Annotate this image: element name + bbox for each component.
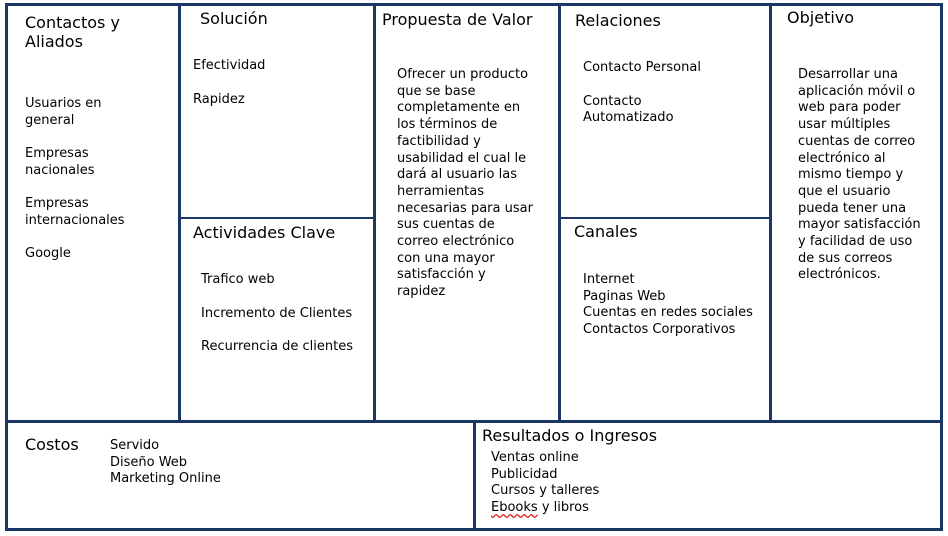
costs-item: Diseño Web xyxy=(110,454,188,470)
solution-section xyxy=(181,6,373,217)
channels-list xyxy=(583,272,753,339)
channels-section xyxy=(561,219,769,420)
key-activities-item: Trafico web xyxy=(201,272,275,287)
costs-section xyxy=(8,423,473,528)
key-activities-title: Actividades Clave xyxy=(193,223,336,242)
relationships-section xyxy=(561,6,769,217)
partners-list xyxy=(25,96,125,262)
revenue-item: Publicidad xyxy=(491,466,558,482)
key-activities-item: Recurrencia de clientes xyxy=(201,339,353,355)
relationships-item: Contacto Personal xyxy=(583,60,701,75)
value-proposition-title: Propuesta de Valor xyxy=(382,10,533,29)
revenue-list xyxy=(491,450,599,517)
partners-item: Usuarios en general xyxy=(25,96,102,128)
relationships-list xyxy=(583,60,701,127)
solution-list xyxy=(193,58,265,108)
key-activities-section xyxy=(181,219,373,420)
channels-item: Contactos Corporativos xyxy=(583,322,736,338)
value-proposition-text: Ofrecer un producto que se base completamente en los términos de factibilidad y usabilidad el cual le dará al usuario las herramientas necesarias para usar sus cuentas de correo electrónico con una mayor satisfacción y rapidez xyxy=(397,67,533,300)
partners-title: Contactos y Aliados xyxy=(25,13,120,51)
channels-item: Cuentas en redes sociales xyxy=(583,305,753,321)
key-activities-list xyxy=(201,272,353,356)
relationships-item: Contacto Automatizado xyxy=(583,93,674,126)
spellcheck-flagged-word: Ebooks xyxy=(491,500,538,516)
costs-title: Costos xyxy=(25,435,79,454)
partners-item: Empresas nacionales xyxy=(25,145,95,178)
costs-list xyxy=(110,438,221,488)
objective-section xyxy=(772,6,940,420)
partners-item: Google xyxy=(25,245,71,261)
revenue-item: Ventas online xyxy=(491,450,579,465)
revenue-title: Resultados o Ingresos xyxy=(482,426,658,445)
revenue-item-rest: y libros xyxy=(537,500,589,516)
solution-item: Rapidez xyxy=(193,91,245,107)
channels-item: Paginas Web xyxy=(583,288,666,304)
key-activities-item: Incremento de Clientes xyxy=(201,305,353,321)
revenue-item xyxy=(491,500,599,517)
revenue-item: Cursos y talleres xyxy=(491,483,600,499)
partners-item: Empresas internacionales xyxy=(25,195,125,228)
revenue-section xyxy=(476,423,940,528)
relationships-title: Relaciones xyxy=(575,11,661,30)
value-proposition-section xyxy=(376,6,558,420)
objective-title: Objetivo xyxy=(787,8,855,27)
costs-item: Marketing Online xyxy=(110,471,221,487)
channels-title: Canales xyxy=(574,222,638,241)
solution-item: Efectividad xyxy=(193,58,266,73)
objective-text: Desarrollar una aplicación móvil o web para poder usar múltiples cuentas de correo electrónico al mismo tiempo y que el usuario pueda tener una mayor satisfacción y facilidad de uso de sus correos electrónicos. xyxy=(798,67,921,283)
partners-section xyxy=(8,6,178,420)
channels-item: Internet xyxy=(583,272,635,287)
solution-title: Solución xyxy=(200,9,268,28)
costs-item: Servido xyxy=(110,438,160,453)
